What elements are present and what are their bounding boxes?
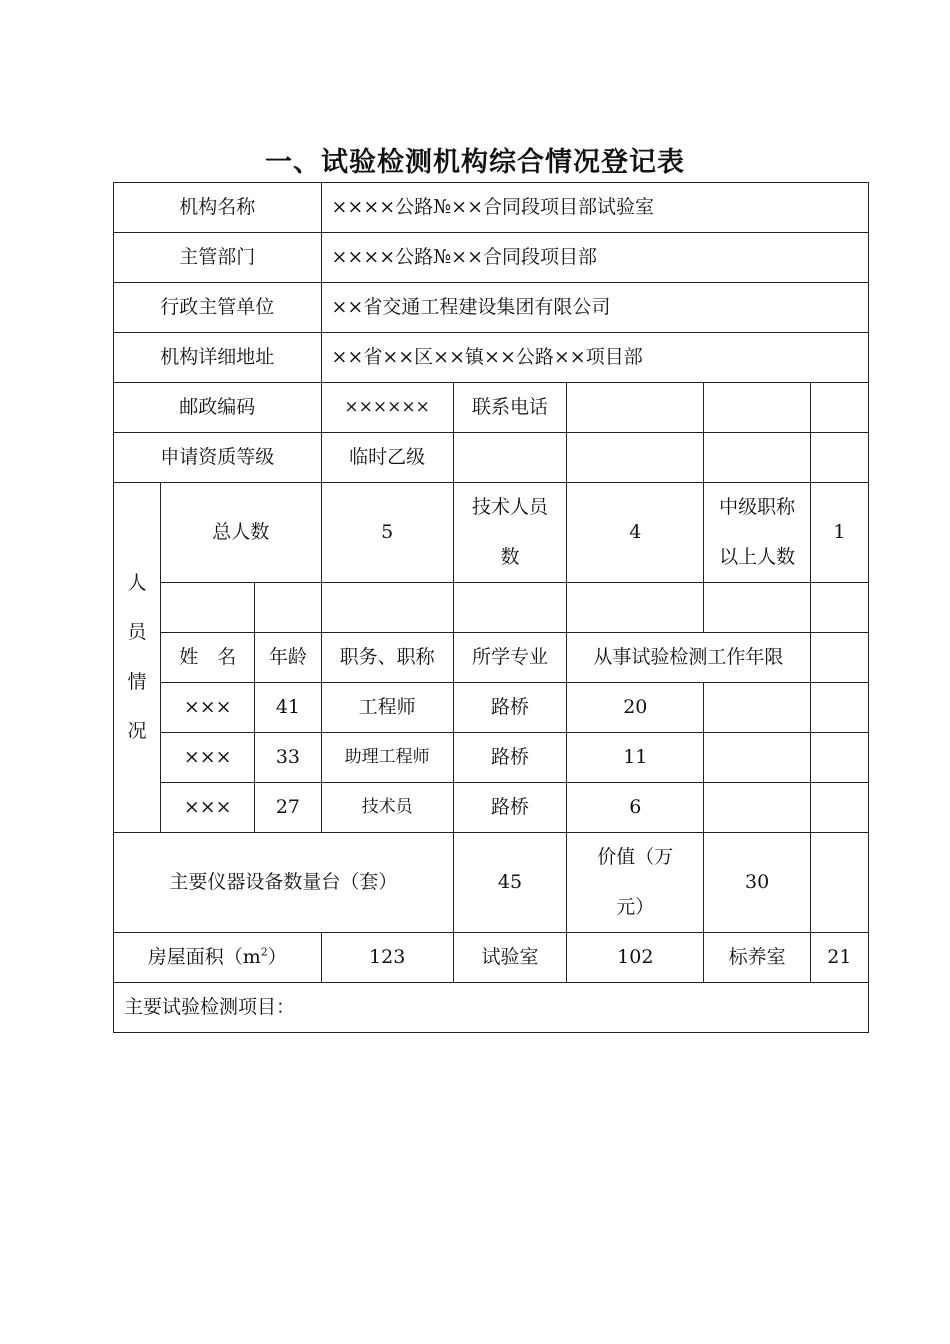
empty-cell [810,583,868,633]
dept-value: ××××公路№××合同段项目部 [321,233,869,283]
header-years: 从事试验检测工作年限 [567,633,811,683]
tech-value: 4 [567,483,704,583]
equipment-value: 30 [704,833,810,933]
row-personnel-headers [114,633,869,683]
table-row [114,733,869,783]
row-admin-unit [114,283,869,333]
registration-table [113,182,869,1033]
person-title: 工程师 [321,683,453,733]
empty-cell [161,583,255,633]
empty-cell [321,583,453,633]
address-value: ××省××区××镇××公路××项目部 [321,333,869,383]
org-name-value: ××××公路№××合同段项目部试验室 [321,183,869,233]
person-age: 41 [255,683,321,733]
row-address [114,333,869,383]
empty-cell [704,583,810,633]
lab-label: 试验室 [453,933,566,983]
empty-cell [810,683,868,733]
row-postcode [114,383,869,433]
row-area [114,933,869,983]
person-major: 路桥 [453,733,566,783]
empty-cell [810,733,868,783]
empty-cell [704,433,810,483]
empty-cell [704,683,810,733]
empty-cell [453,433,566,483]
row-personnel-summary [114,483,869,583]
area-label: 房屋面积$(m^2)$ [114,933,322,983]
row-personnel-blank [114,583,869,633]
empty-cell [704,383,810,433]
lab-value: 102 [567,933,704,983]
header-age: 年龄 [255,633,321,683]
qualification-label: 申请资质等级 [114,433,322,483]
table-row [114,783,869,833]
person-title: 技术员 [321,783,453,833]
empty-cell [453,583,566,633]
table-row [114,683,869,733]
empty-cell [810,783,868,833]
admin-unit-label: 行政主管单位 [114,283,322,333]
empty-cell [810,633,868,683]
postcode-label: 邮政编码 [114,383,322,433]
empty-cell [810,383,868,433]
org-name-label: 机构名称 [114,183,322,233]
empty-cell [810,833,868,933]
person-major: 路桥 [453,683,566,733]
row-qualification [114,433,869,483]
phone-label: 联系电话 [453,383,566,433]
page-title: 一、试验检测机构综合情况登记表 [265,147,685,178]
empty-cell [704,783,810,833]
empty-cell [704,733,810,783]
row-projects [114,983,869,1033]
person-age: 27 [255,783,321,833]
header-title: 职务、职称 [321,633,453,683]
row-equipment [114,833,869,933]
curing-room-value: 21 [810,933,868,983]
person-name: ××× [161,683,255,733]
empty-cell [567,433,704,483]
mid-level-value: 1 [810,483,868,583]
dept-label: 主管部门 [114,233,322,283]
address-label: 机构详细地址 [114,333,322,383]
person-years: 20 [567,683,704,733]
equipment-value-label: 价值（万元） [567,833,704,933]
phone-value [567,383,704,433]
person-name: ××× [161,783,255,833]
header-major: 所学专业 [453,633,566,683]
person-major: 路桥 [453,783,566,833]
empty-cell [810,433,868,483]
equipment-label: 主要仪器设备数量台（套） [114,833,454,933]
person-years: 11 [567,733,704,783]
header-name: 姓 名 [161,633,255,683]
personnel-section-label: 人员情况 [114,483,161,833]
empty-cell [567,583,704,633]
person-name: ××× [161,733,255,783]
equipment-count: 45 [453,833,566,933]
empty-cell [255,583,321,633]
row-dept [114,233,869,283]
person-age: 33 [255,733,321,783]
total-label: 总人数 [161,483,321,583]
person-years: 6 [567,783,704,833]
curing-room-label: 标养室 [704,933,810,983]
projects-label: 主要试验检测项目： [114,983,869,1033]
tech-label: 技术人员数 [453,483,566,583]
row-org-name [114,183,869,233]
qualification-value: 临时乙级 [321,433,453,483]
total-value: 5 [321,483,453,583]
mid-level-label: 中级职称以上人数 [704,483,810,583]
postcode-value: ×××××× [321,383,453,433]
admin-unit-value: ××省交通工程建设集团有限公司 [321,283,869,333]
area-value: 123 [321,933,453,983]
person-title: 助理工程师 [321,733,453,783]
